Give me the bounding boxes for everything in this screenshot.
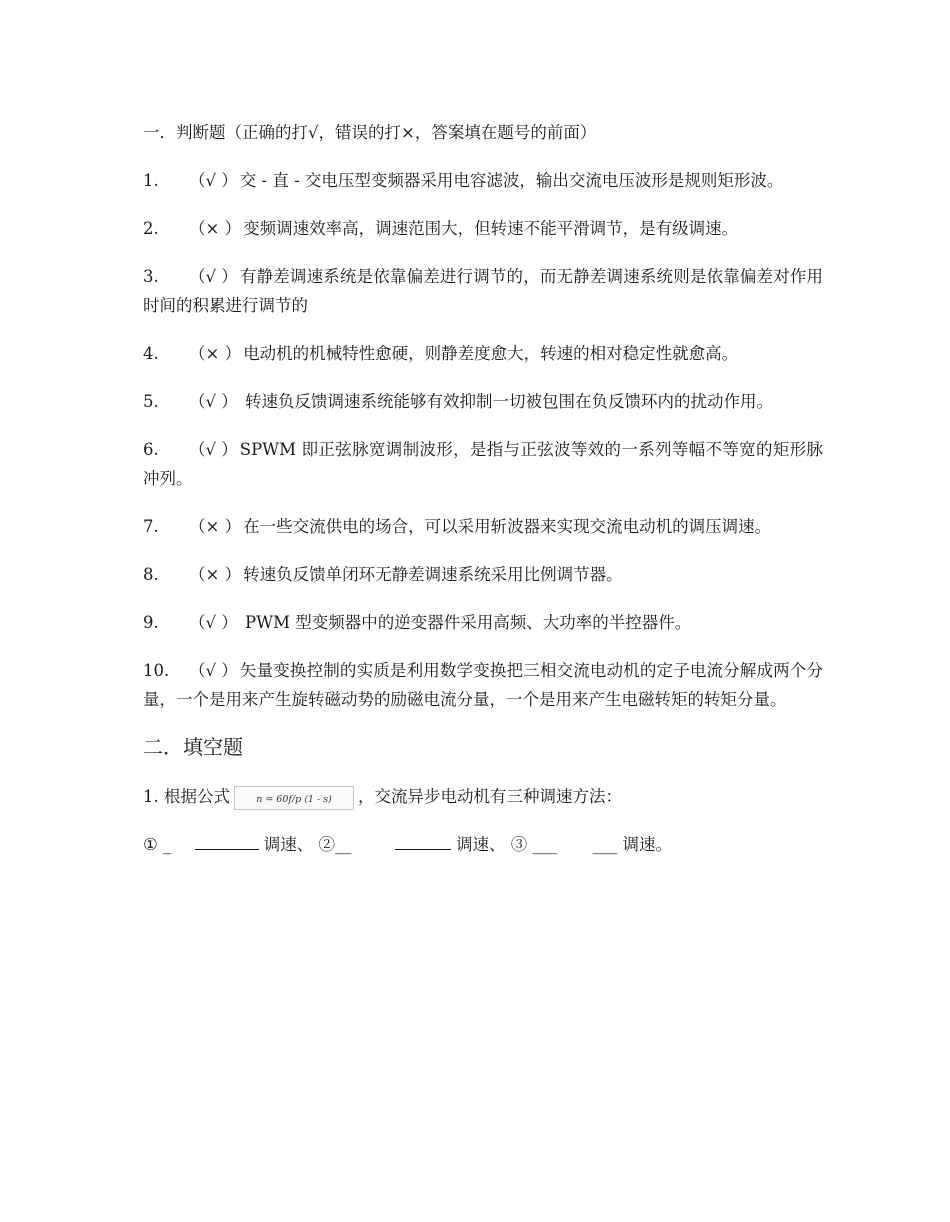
fill-question-suffix: ，交流异步电动机有三种调速方法： xyxy=(358,787,622,806)
question-10 xyxy=(143,656,823,714)
question-text: SPWM 即正弦脉宽调制波形，是指与正弦波等效的一系列等幅不等宽的矩形脉冲列。 xyxy=(143,440,823,488)
question-answer: （× ） xyxy=(189,344,242,363)
question-text: 转速负反馈调速系统能够有效抑制一切被包围在负反馈环内的扰动作用。 xyxy=(239,392,774,411)
formula-drawing xyxy=(235,787,353,809)
question-answer: （× ） xyxy=(189,517,242,536)
question-answer: （√ ） xyxy=(189,392,238,411)
question-answer: （√ ） xyxy=(189,613,238,632)
circled-number-1: ① xyxy=(143,835,158,854)
question-answer: （√ ） xyxy=(189,440,238,459)
question-2 xyxy=(143,214,823,243)
question-number: 7. xyxy=(143,517,159,536)
formula-text: n = 60f/p (1 - s) xyxy=(256,793,332,805)
question-answer: （√ ） xyxy=(189,267,238,286)
blank-suffix-1: 调速、 xyxy=(263,835,314,854)
blank-prefix-3: ___ xyxy=(532,835,558,854)
question-text: 转速负反馈单闭环无静差调速系统采用比例调节器。 xyxy=(243,565,623,584)
question-number: 10. xyxy=(143,661,170,680)
question-text: 矢量变换控制的实质是利用数学变换把三相交流电动机的定子电流分解成两个分量，一个是用来产生旋转磁动势的励磁电流分量，一个是用来产生电磁转矩的转矩分量。 xyxy=(143,661,823,709)
blank-prefix-1: _ xyxy=(163,835,172,854)
question-answer: （√ ） xyxy=(189,171,238,190)
question-4 xyxy=(143,339,823,368)
question-answer: （× ） xyxy=(189,219,242,238)
question-5 xyxy=(143,387,823,416)
fill-question-1 xyxy=(143,782,823,811)
question-text: 交 - 直 - 交电压型变频器采用电容滤波，输出交流电压波形是规则矩形波。 xyxy=(239,171,784,190)
question-text: 变频调速效率高，调速范围大，但转速不能平滑调节，是有级调速。 xyxy=(243,219,739,238)
question-number: 9. xyxy=(143,613,159,632)
question-6 xyxy=(143,435,823,493)
blank-prefix-2: __ xyxy=(335,835,352,854)
formula-image xyxy=(234,786,354,810)
section-2-title: 二．填空题 xyxy=(143,735,243,759)
question-answer: （√ ） xyxy=(189,661,238,680)
blank-suffix-3: 调速。 xyxy=(622,835,673,854)
answer-blank-2[interactable] xyxy=(395,833,451,850)
blank-suffix-2: 调速、 xyxy=(456,835,506,854)
fill-question-prefix: 1. 根据公式 xyxy=(143,787,230,806)
question-number: 6. xyxy=(143,440,159,459)
question-number: 3. xyxy=(143,267,159,286)
question-1 xyxy=(143,166,823,195)
judgement-question-list xyxy=(143,166,823,714)
answer-blank-1[interactable] xyxy=(195,833,259,850)
question-3 xyxy=(143,262,823,320)
question-text: 电动机的机械特性愈硬，则静差度愈大，转速的相对稳定性就愈高。 xyxy=(243,344,739,363)
question-number: 1. xyxy=(143,171,159,190)
question-9 xyxy=(143,608,823,637)
question-number: 2. xyxy=(143,219,159,238)
circled-number-2: ② xyxy=(318,835,336,854)
question-text: 在一些交流供电的场合，可以采用斩波器来实现交流电动机的调压调速。 xyxy=(243,517,772,536)
question-number: 5. xyxy=(143,392,159,411)
document-page xyxy=(143,118,823,878)
answer-blank-3[interactable]: ___ xyxy=(592,835,618,854)
fill-blanks-line xyxy=(143,830,823,859)
question-answer: （× ） xyxy=(189,565,242,584)
question-number: 4. xyxy=(143,344,159,363)
section-1-title: 一．判断题（正确的打√，错误的打×，答案填在题号的前面） xyxy=(143,123,597,142)
question-text: 有静差调速系统是依靠偏差进行调节的，而无静差调速系统则是依靠偏差对作用时间的积累进行调节的 xyxy=(143,267,823,315)
question-number: 8. xyxy=(143,565,159,584)
circled-number-3: ③ xyxy=(510,835,528,854)
question-7 xyxy=(143,512,823,541)
question-text: PWM 型变频器中的逆变器件采用高频、大功率的半控器件。 xyxy=(239,613,692,632)
question-8 xyxy=(143,560,823,589)
